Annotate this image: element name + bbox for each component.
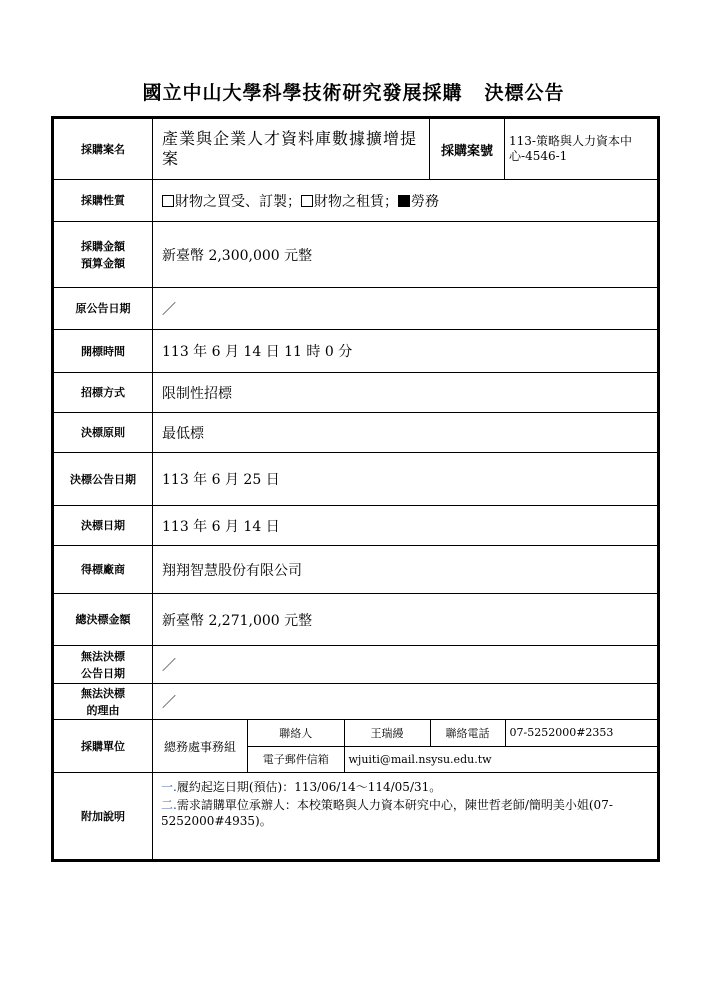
amount-label-1: 採購金額	[81, 239, 125, 253]
title-org: 國立中山大學科學技術研究發展採購	[142, 82, 463, 104]
orig-date-label: 原公告日期	[53, 288, 153, 330]
row-award-notice-date	[53, 453, 659, 506]
page-title	[0, 78, 707, 105]
row-unit	[53, 720, 659, 773]
checkbox-icon	[162, 195, 174, 207]
open-time-label: 開標時間	[53, 330, 153, 373]
row-case	[53, 118, 659, 180]
total-label: 總決標金額	[53, 594, 153, 646]
unit-contact-cell	[248, 720, 659, 773]
method-label: 招標方式	[53, 373, 153, 413]
case-no-label: 採購案號	[430, 118, 505, 180]
notes-content	[153, 773, 659, 861]
nature-label: 採購性質	[53, 180, 153, 222]
notice-table	[51, 116, 660, 862]
contact-value: 王瑞縵	[344, 720, 430, 746]
case-name-label: 採購案名	[53, 118, 153, 180]
unit-name: 總務處事務組	[153, 720, 248, 773]
row-amount	[53, 222, 659, 288]
unit-contact-table	[248, 720, 659, 772]
phone-value: 07-5252000#2353	[505, 720, 659, 746]
row-open-time	[53, 330, 659, 373]
no-award-reason-label-2: 的理由	[86, 703, 120, 717]
row-no-award-reason	[53, 684, 659, 720]
award-date-value: 113 年 6 月 14 日	[153, 506, 659, 546]
award-notice-date-label: 決標公告日期	[53, 453, 153, 506]
principle-value: 最低標	[153, 413, 659, 453]
row-nature	[53, 180, 659, 222]
total-value: 新臺幣 2,271,000 元整	[153, 594, 659, 646]
phone-label: 聯絡電話	[430, 720, 505, 746]
unit-label: 採購單位	[53, 720, 153, 773]
checkbox-icon	[301, 195, 313, 207]
amount-label	[53, 222, 153, 288]
note-item	[161, 779, 649, 795]
note-number: 一.	[161, 780, 177, 794]
nature-options	[153, 180, 659, 222]
row-winner	[53, 546, 659, 594]
row-total	[53, 594, 659, 646]
row-method	[53, 373, 659, 413]
row-notes	[53, 773, 659, 861]
winner-value: 翔翔智慧股份有限公司	[153, 546, 659, 594]
note-number: 二.	[161, 798, 177, 812]
award-date-label: 決標日期	[53, 506, 153, 546]
row-orig-date	[53, 288, 659, 330]
no-award-date-label	[53, 646, 153, 684]
no-award-reason-value: ／	[153, 684, 659, 720]
checkbox-checked-icon	[398, 195, 410, 207]
contact-label: 聯絡人	[248, 720, 344, 746]
principle-label: 決標原則	[53, 413, 153, 453]
award-notice-date-value: 113 年 6 月 25 日	[153, 453, 659, 506]
nature-option-2: 財物之租賃；	[314, 193, 398, 210]
no-award-date-label-2: 公告日期	[81, 666, 125, 680]
row-award-date	[53, 506, 659, 546]
title-suffix: 決標公告	[484, 82, 565, 104]
method-value: 限制性招標	[153, 373, 659, 413]
case-no-value: 113-策略與人力資本中心-4546-1	[505, 118, 659, 180]
note-text: 履約起迄日期(預估)：113/06/14～114/05/31。	[176, 780, 442, 794]
no-award-date-label-1: 無法決標	[81, 649, 125, 663]
amount-label-2: 預算金額	[81, 256, 125, 270]
email-value: wjuiti@mail.nsysu.edu.tw	[344, 746, 659, 772]
row-principle	[53, 413, 659, 453]
amount-value: 新臺幣 2,300,000 元整	[153, 222, 659, 288]
note-text: 需求請購單位承辦人：本校策略與人力資本研究中心，陳世哲老師/簡明美小姐(07-5252000#4935)。	[161, 798, 613, 828]
winner-label: 得標廠商	[53, 546, 153, 594]
note-item	[161, 797, 649, 829]
nature-option-3: 勞務	[411, 193, 439, 210]
case-name-value: 產業與企業人才資料庫數據擴增提案	[153, 118, 430, 180]
nature-option-1: 財物之買受、訂製；	[175, 193, 301, 210]
no-award-reason-label	[53, 684, 153, 720]
email-label: 電子郵件信箱	[248, 746, 344, 772]
orig-date-value: ／	[153, 288, 659, 330]
open-time-value: 113 年 6 月 14 日 11 時 0 分	[153, 330, 659, 373]
row-no-award-date	[53, 646, 659, 684]
no-award-date-value: ／	[153, 646, 659, 684]
notes-label: 附加說明	[53, 773, 153, 861]
no-award-reason-label-1: 無法決標	[81, 686, 125, 700]
